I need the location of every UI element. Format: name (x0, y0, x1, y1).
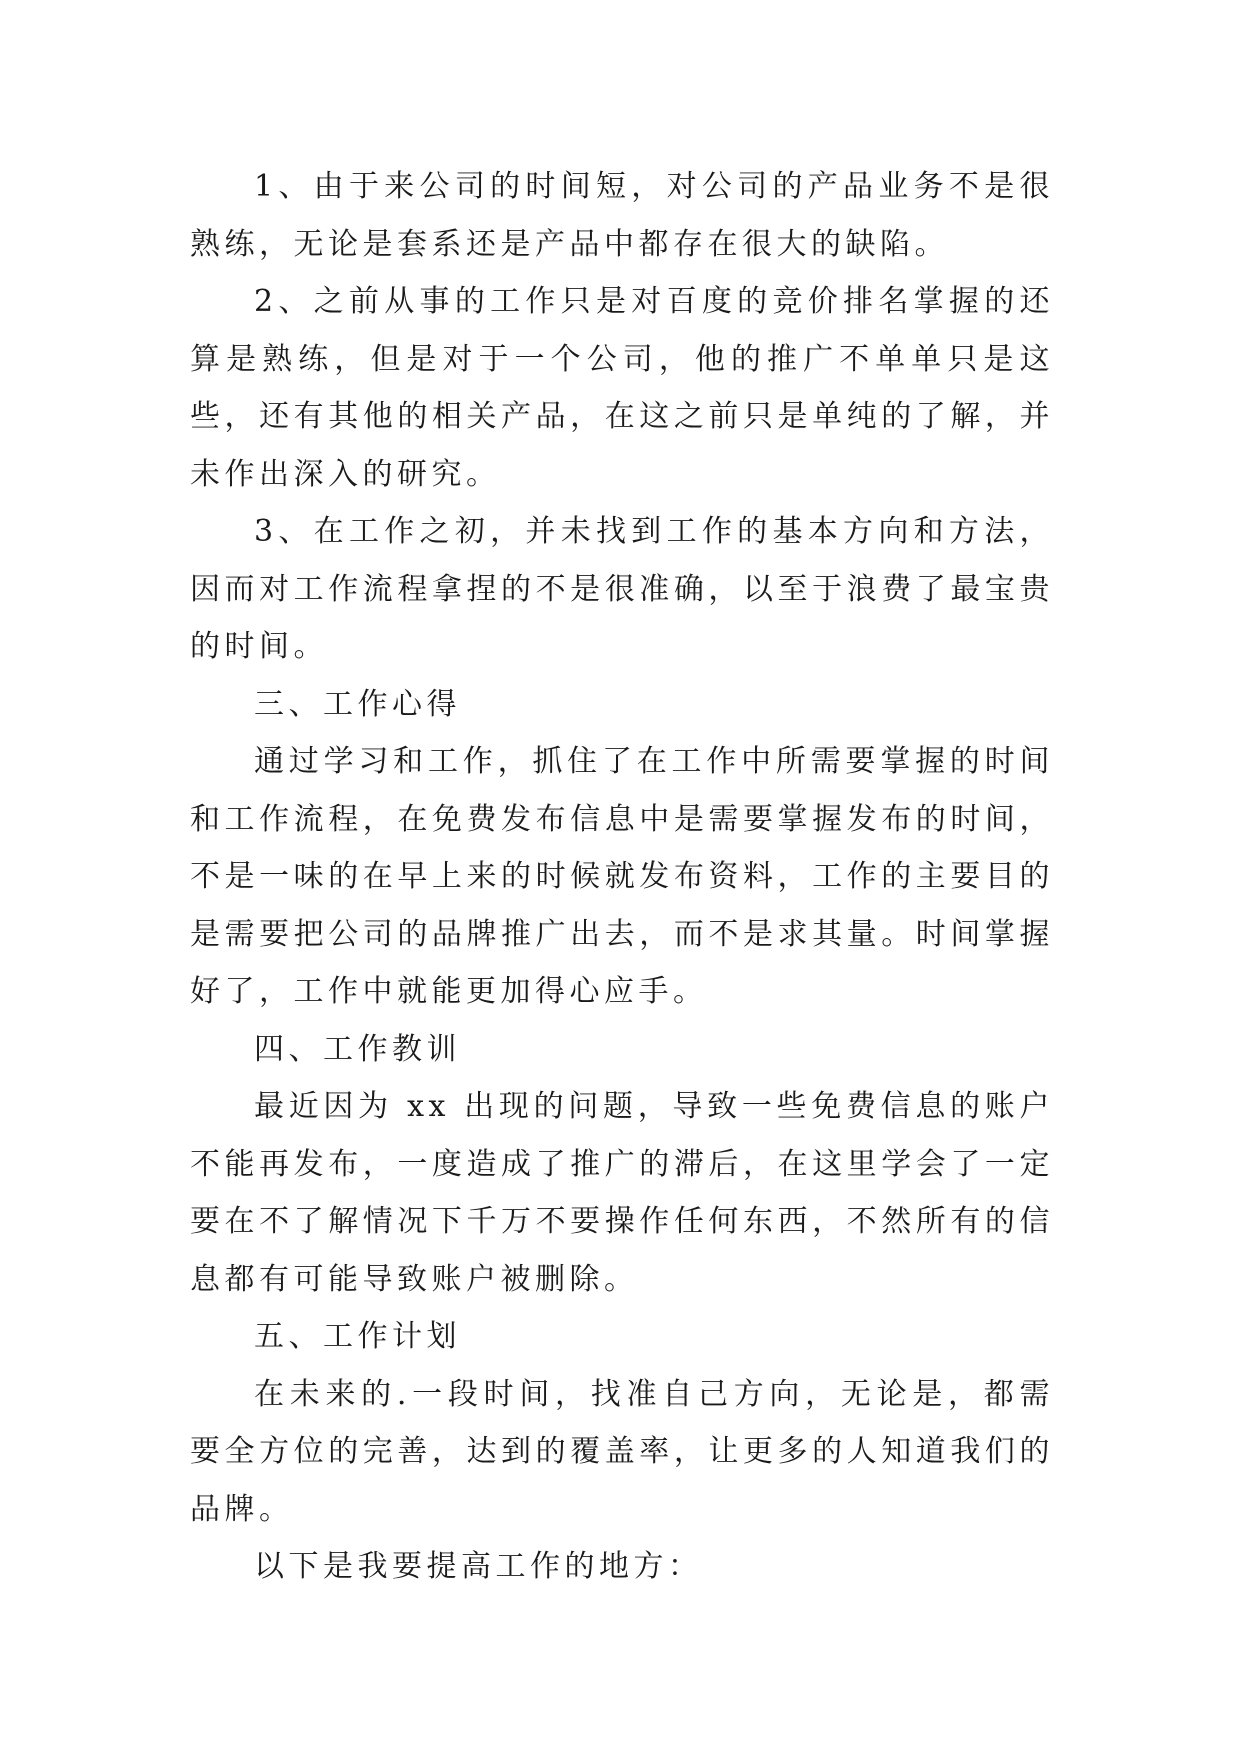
paragraph-work-plan: 在未来的.一段时间，找准自己方向，无论是，都需要全方位的完善，达到的覆盖率，让更多的人知道我们的品牌。 (190, 1376, 1054, 1527)
paragraph-previous-experience: 2、之前从事的工作只是对百度的竞价排名掌握的还算是熟练，但是对于一个公司，他的推广不单单只是这些，还有其他的相关产品，在这之前只是单纯的了解，并未作出深入的研究。 (190, 284, 1054, 492)
paragraph-work-lessons: 最近因为 xx 出现的问题，导致一些免费信息的账户不能再发布，一度造成了推广的滞后，在这里学会了一定要在不了解情况下千万不要操作任何东西，不然所有的信息都有可能导致账户被删除。 (190, 1089, 1054, 1297)
paragraph-familiarity-issue: 1、由于来公司的时间短，对公司的产品业务不是很熟练，无论是套系还是产品中都存在很大的缺陷。 (190, 169, 1054, 262)
paragraph-improvement-intro: 以下是我要提高工作的地方： (254, 1549, 703, 1584)
section-heading-work-plan: 五、工作计划 (254, 1319, 461, 1354)
document-body (190, 158, 1054, 1596)
paragraph-early-work-direction: 3、在工作之初，并未找到工作的基本方向和方法，因而对工作流程拿捏的不是很准确，以至于浪费了最宝贵的时间。 (190, 514, 1054, 664)
section-heading-work-insights: 三、工作心得 (254, 686, 461, 722)
section-heading-work-lessons: 四、工作教训 (254, 1031, 461, 1067)
paragraph-work-insights: 通过学习和工作，抓住了在工作中所需要掌握的时间和工作流程，在免费发布信息中是需要掌握发布的时间，不是一味的在早上来的时候就发布资料，工作的主要目的是需要把公司的品牌推广出去，而不是求其量。时间掌握好了，工作中就能更加得心应手。 (190, 744, 1054, 1009)
